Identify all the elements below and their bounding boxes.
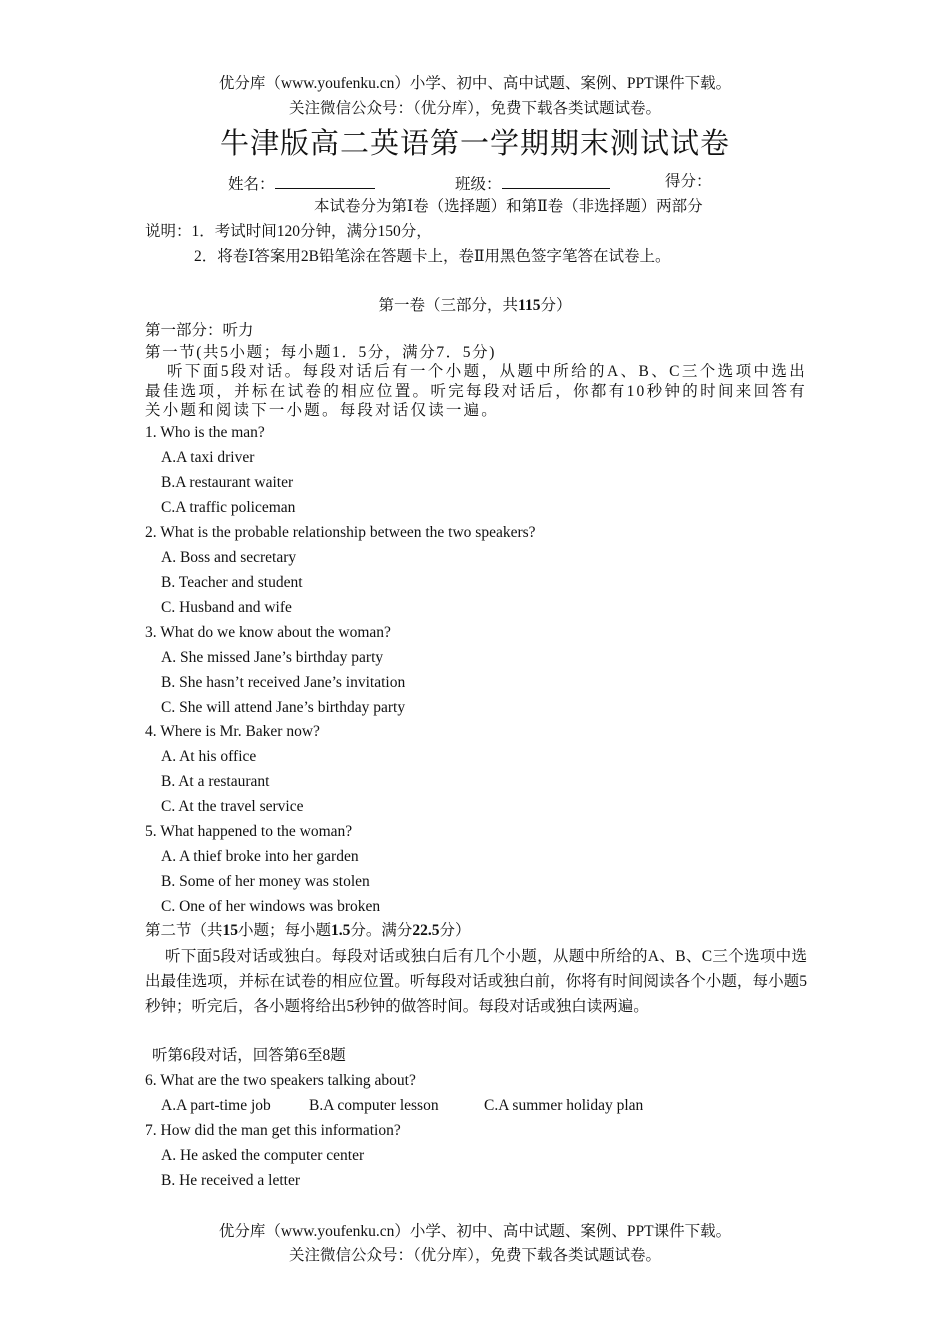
question-option: B. She hasn’t received Jane’s invitation	[161, 674, 406, 691]
question-option: B.A computer lesson	[309, 1097, 439, 1114]
question-stem: 2. What is the probable relationship between the two speakers?	[145, 524, 536, 541]
section-2-instructions: 听下面5段对话或独白。每段对话或独白后有几个小题，从题中所给的A、B、C三个选项中选出最佳选项，并标在试卷的相应位置。听每段对话或独白前，你将有时间阅读各个小题，每小题5秒钟；听完后，各小题将给出5秒钟的做答时间。每段对话或独白读两遍。	[145, 948, 807, 1015]
score-label: 得分：	[665, 173, 712, 190]
question-option: C.A summer holiday plan	[484, 1097, 644, 1114]
question-option: C.A traffic policeman	[161, 499, 296, 516]
header-line-1: 优分库（www.youfenku.cn）小学、初中、高中试题、案例、PPT课件下载。	[218, 75, 732, 92]
question-stem: 6. What are the two speakers talking about?	[145, 1072, 416, 1089]
question-option: C. At the travel service	[161, 798, 304, 815]
note-2: 2．将卷Ⅰ答案用2B铅笔涂在答题卡上，卷Ⅱ用黑色签字笔答在试卷上。	[194, 248, 671, 265]
class-label: 班级：	[455, 176, 502, 193]
question-option: B.A restaurant waiter	[161, 474, 294, 491]
question-option: B. At a restaurant	[161, 773, 270, 790]
question-option: C. Husband and wife	[161, 599, 292, 616]
question-option: A. At his office	[161, 748, 257, 765]
volume-title: 第一卷（三部分，共115分）	[378, 297, 572, 314]
part-title: 第一部分：听力	[145, 322, 254, 339]
note-1: 说明：1．考试时间120分钟，满分150分，	[145, 223, 432, 240]
question-option: A.A part-time job	[161, 1097, 271, 1114]
question-option: B. Some of her money was stolen	[161, 873, 370, 890]
section-1-title: 第一节(共5小题；每小题1．5分，满分7．5分)	[145, 344, 496, 361]
question-option: A. He asked the computer center	[161, 1147, 365, 1164]
question-stem: 4. Where is Mr. Baker now?	[145, 723, 320, 740]
question-option: B. Teacher and student	[161, 574, 303, 591]
name-blank	[275, 172, 375, 189]
class-field	[455, 172, 610, 195]
question-option: B. He received a letter	[161, 1172, 300, 1189]
question-stem: 7. How did the man get this information?	[145, 1122, 401, 1139]
header-line-2: 关注微信公众号：（优分库），免费下载各类试题试卷。	[288, 100, 661, 117]
exam-structure: 本试卷分为第Ⅰ卷（选择题）和第Ⅱ卷（非选择题）两部分	[314, 198, 703, 215]
question-stem: 5. What happened to the woman?	[145, 823, 353, 840]
footer-line-2: 关注微信公众号：（优分库），免费下载各类试题试卷。	[288, 1247, 661, 1264]
question-option: C. One of her windows was broken	[161, 898, 381, 915]
question-option: A. A thief broke into her garden	[161, 848, 359, 865]
section-1-instructions: 听下面5段对话。每段对话后有一个小题，从题中所给的A、B、C三个选项中选出最佳选项，并标在试卷的相应位置。听完每段对话后，你都有10秒钟的时间来回答有关小题和阅读下一小题。每段对话仅读一遍。	[145, 363, 807, 419]
name-field	[228, 172, 375, 195]
question-stem: 1. Who is the man?	[145, 424, 265, 441]
question-option: A. Boss and secretary	[161, 549, 297, 566]
class-blank	[502, 172, 610, 189]
question-stem: 3. What do we know about the woman?	[145, 624, 391, 641]
footer-line-1: 优分库（www.youfenku.cn）小学、初中、高中试题、案例、PPT课件下载。	[218, 1223, 732, 1240]
question-option: C. She will attend Jane’s birthday party	[161, 699, 406, 716]
name-label: 姓名：	[228, 176, 275, 193]
page-title: 牛津版高二英语第一学期期末测试试卷	[219, 128, 730, 160]
section-2-title: 第二节（共15小题；每小题1.5分。满分22.5分）	[145, 922, 471, 939]
question-option: A. She missed Jane’s birthday party	[161, 649, 384, 666]
dialog-6-note: 听第6段对话，回答第6至8题	[152, 1047, 346, 1064]
question-option: A.A taxi driver	[161, 449, 255, 466]
